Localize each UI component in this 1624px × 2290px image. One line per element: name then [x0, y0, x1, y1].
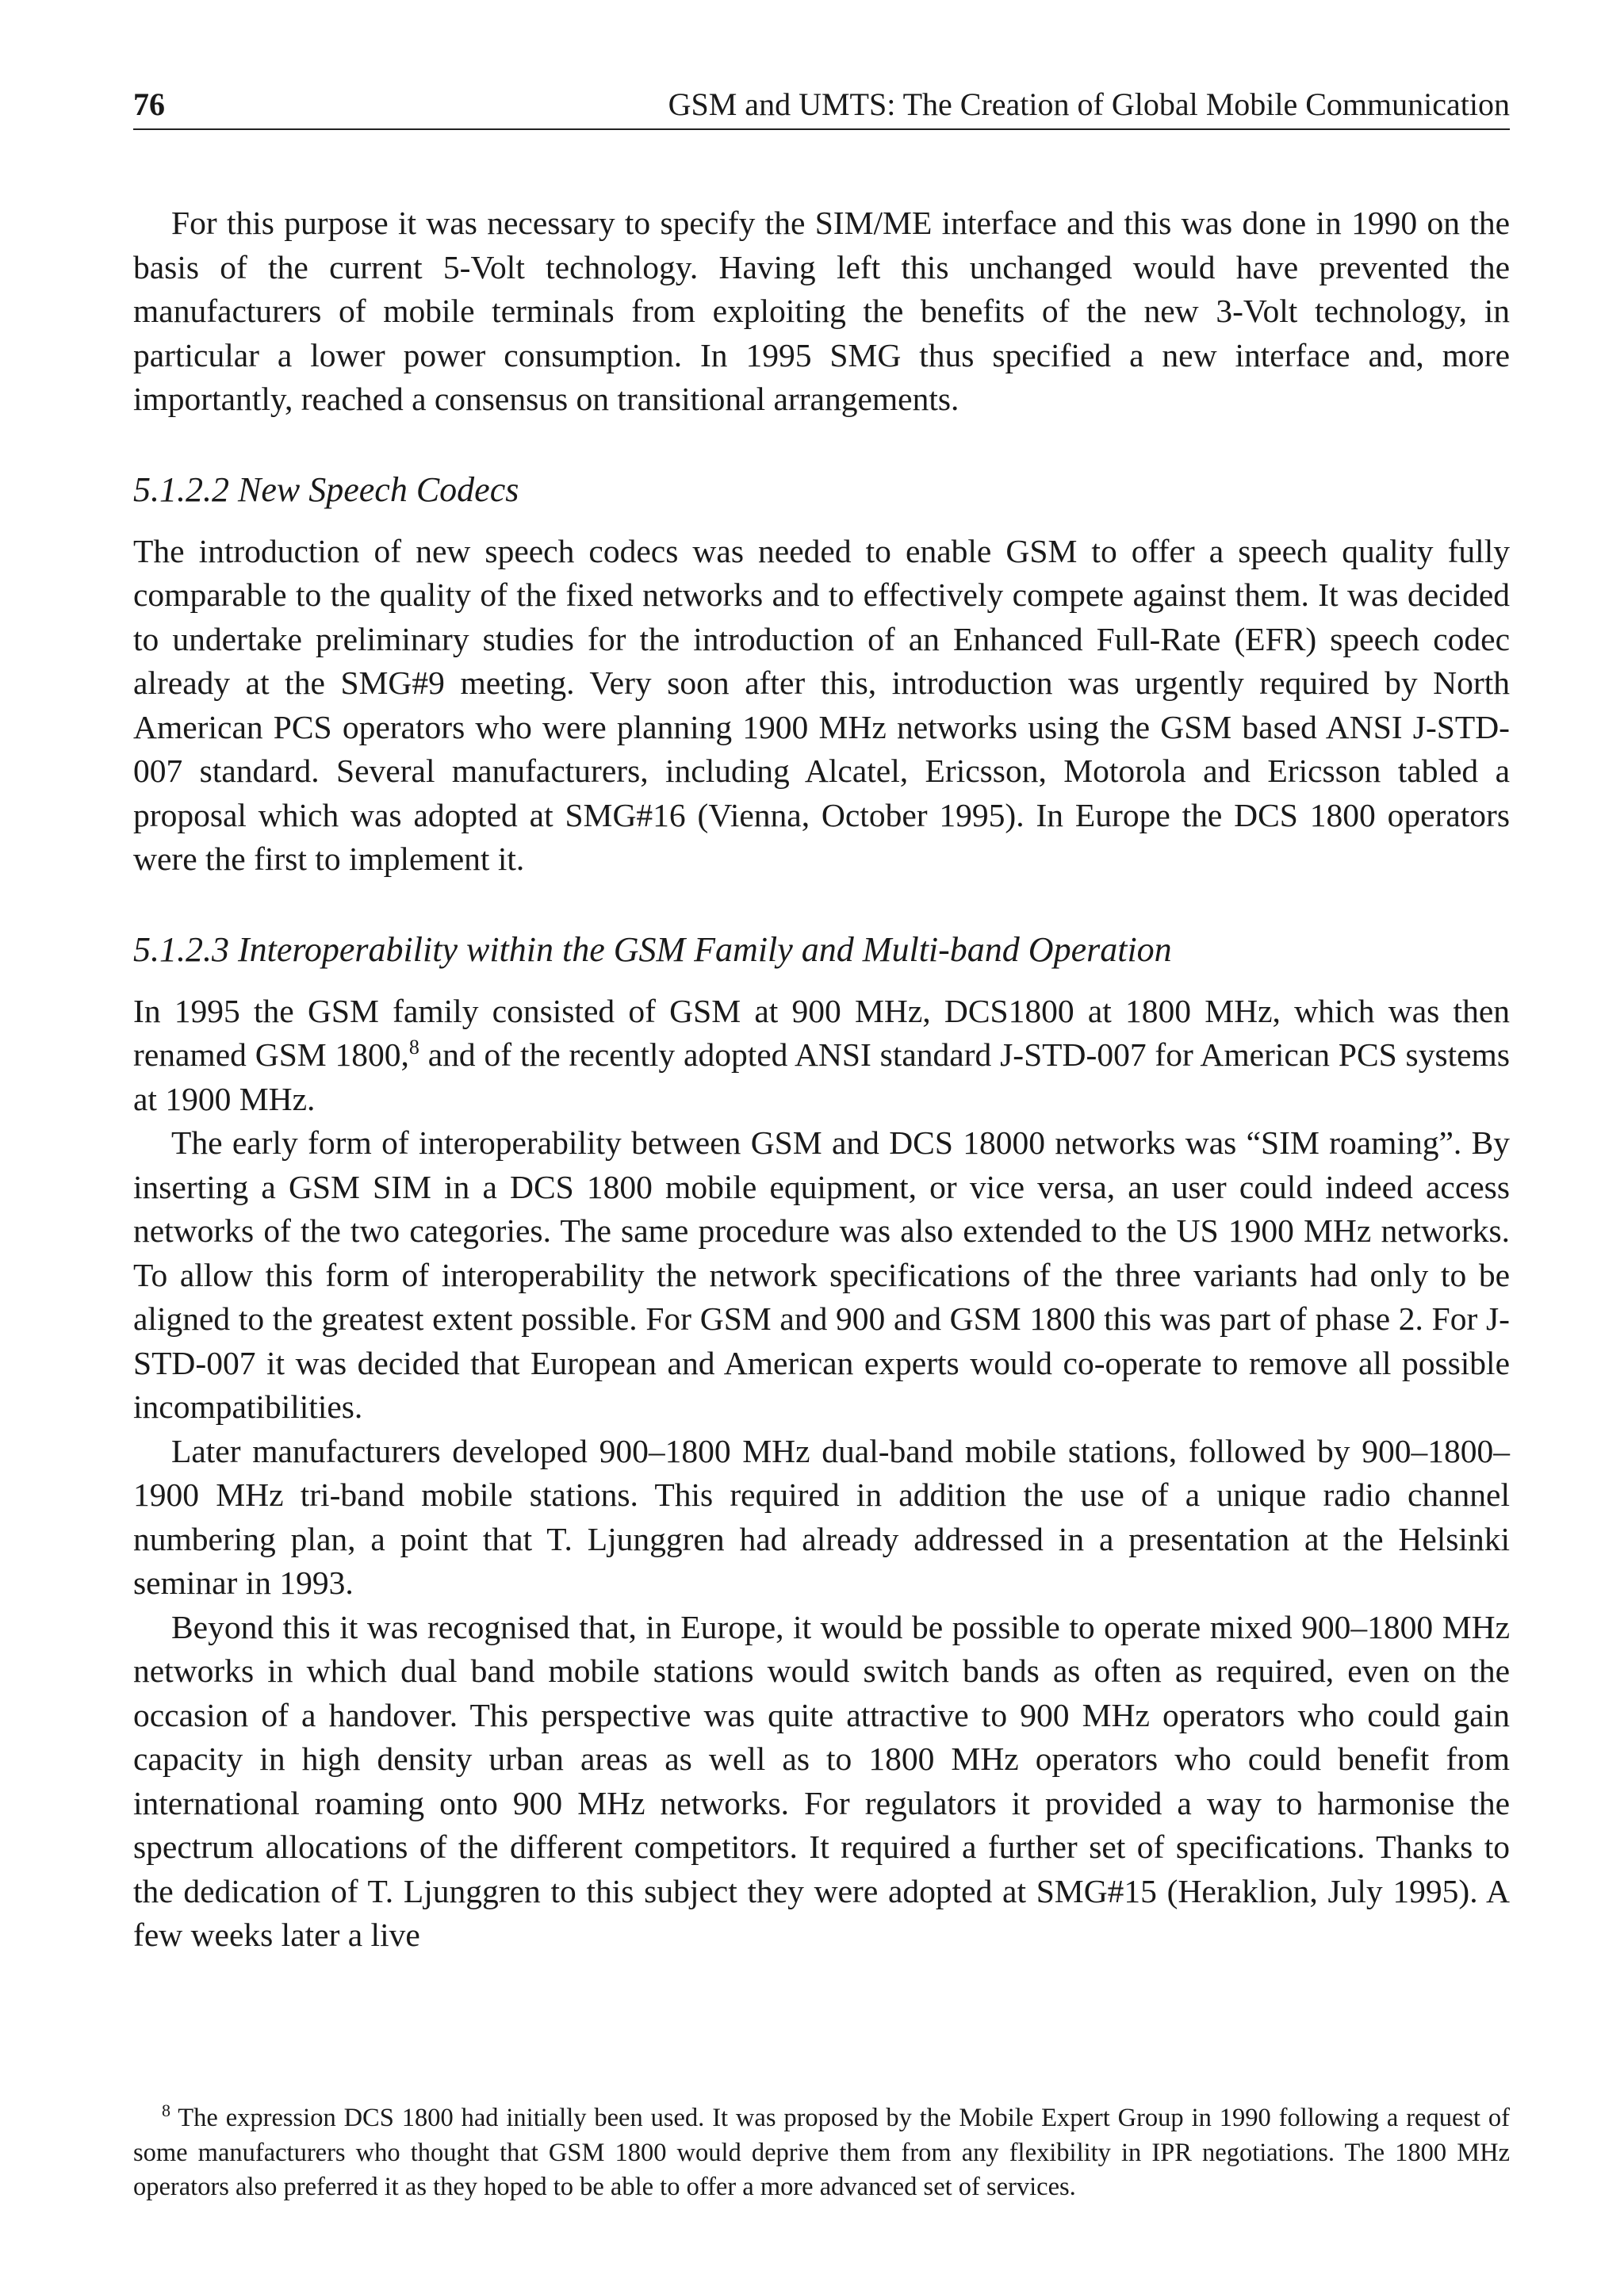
paragraph-gsm-family	[133, 990, 1510, 1122]
footnote-mark: 8	[162, 2100, 170, 2121]
main-text	[133, 201, 1510, 1958]
footnote-reference[interactable]: 8	[408, 1036, 419, 1059]
footnote	[133, 2101, 1510, 2205]
paragraph-sim-roaming: The early form of interoperability between GSM and DCS 18000 networks was “SIM roaming”. By inserting a GSM SIM in a DCS 1800 mobile equipment, or vice versa, an user could indeed access networks of the two categories. The same procedure was also extended to the US 1900 MHz networks. To allow this form of interoperability the network specifications of the three variants had only to be aligned to the greatest extent possible. For GSM and 900 and GSM 1800 this was part of phase 2. For J-STD-007 it was decided that European and American experts would co-operate to remove all possible incompatibilities.	[133, 1124, 1510, 1425]
paragraph-mixed-networks: Beyond this it was recognised that, in Europe, it would be possible to operate mixed 900–1800 MHz networks in which dual band mobile stations would switch bands as often as required, even on the occasion of a handover. This perspective was quite attractive to 900 MHz operators who could gain capacity in high density urban areas as well as to 1800 MHz operators who could benefit from international roaming onto 900 MHz networks. For regulators it provided a way to harmonise the spectrum allocations of the different competitors. It required a further set of specifications. Thanks to the dedication of T. Ljunggren to this subject they were adopted at SMG#15 (Heraklion, July 1995). A few weeks later a live	[133, 1608, 1510, 1953]
page-header	[133, 79, 1510, 130]
paragraph-gsm-family-part2: and of the recently adopted ANSI standard J-STD-007 for American PCS systems at 1900 MHz.	[133, 1036, 1510, 1117]
section-heading-5123: 5.1.2.3 Interoperability within the GSM Family and Multi-band Operation	[133, 929, 1172, 969]
paragraph-speech-codecs: The introduction of new speech codecs was needed to enable GSM to offer a speech quality fully comparable to the quality of the fixed networks and to effectively compete against them. It was decided to undertake preliminary studies for the introduction of an Enhanced Full-Rate (EFR) speech codec already at the SMG#9 meeting. Very soon after this, introduction was urgently required by North American PCS operators who were planning 1900 MHz networks using the GSM based ANSI J-STD-007 standard. Several manufacturers, including Alcatel, Ericsson, Motorola and Ericsson tabled a proposal which was adopted at SMG#16 (Vienna, October 1995). In Europe the DCS 1800 operators were the first to implement it.	[133, 532, 1510, 877]
page-number: 76	[133, 86, 165, 122]
paragraph-sim-me-interface: For this purpose it was necessary to specify the SIM/ME interface and this was done in 1990 on the basis of the current 5-Volt technology. Having left this unchanged would have prevented the manufacturers of mobile terminals from exploiting the benefits of the new 3-Volt technology, in particular a lower power consumption. In 1995 SMG thus specified a new interface and, more importantly, reached a consensus on transitional arrangements.	[133, 205, 1510, 417]
paragraph-gsm-family-part1: In 1995 the GSM family consisted of GSM at 900 MHz, DCS1800 at 1800 MHz, which was then renamed GSM 1800,	[133, 992, 1510, 1073]
paragraph-dual-band: Later manufacturers developed 900–1800 MHz dual-band mobile stations, followed by 900–1800–1900 MHz tri-band mobile stations. This required in addition the use of a unique radio channel numbering plan, a point that T. Ljunggren had already addressed in a presentation at the Helsinki seminar in 1993.	[133, 1432, 1510, 1601]
footnote-text: The expression DCS 1800 had initially been used. It was proposed by the Mobile Expert Group in 1990 following a request of some manufacturers who thought that GSM 1800 would deprive them from any flexibility in IPR negotiations. The 1800 MHz operators also preferred it as they hoped to be able to offer a more advanced set of services.	[133, 2104, 1510, 2201]
running-title: GSM and UMTS: The Creation of Global Mobile Communication	[668, 86, 1510, 122]
section-heading-5122: 5.1.2.2 New Speech Codecs	[133, 469, 519, 509]
